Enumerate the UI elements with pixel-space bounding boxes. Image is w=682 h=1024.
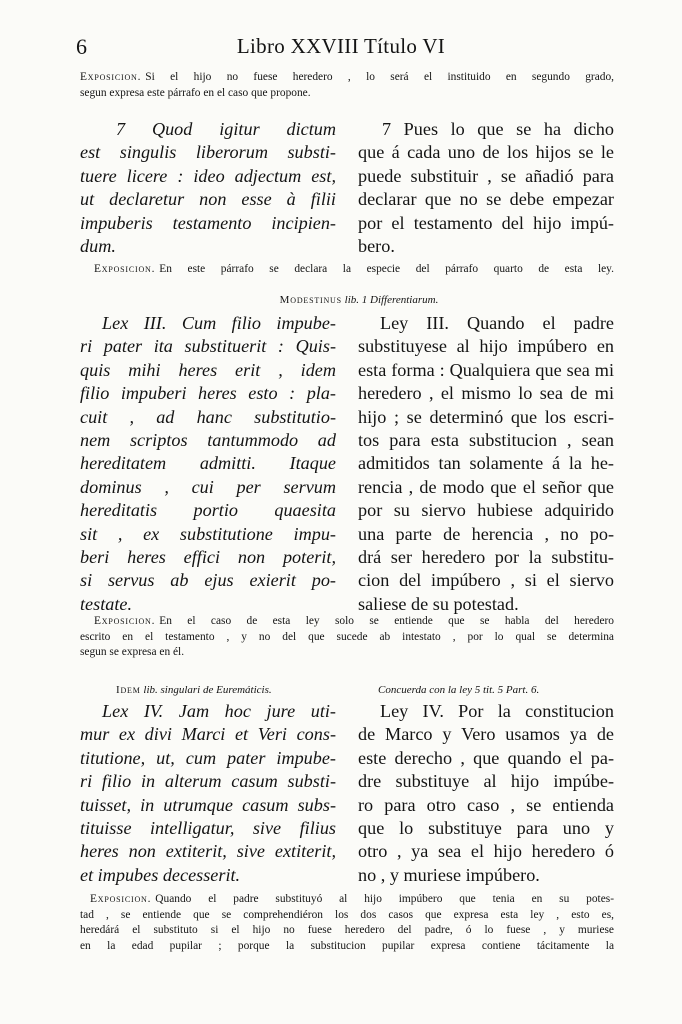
latin-lex-4: Lex IV. Jam hoc jure uti- mur ex divi Marci et Veri cons- titutione, ut, cum pater impube- ri filio in alterum casum substi- tuisset, in utrumque casum subs- tituisse intelligatur, sive filius heres non extiterit, sive extiterit, et impubes decesserit.	[80, 701, 336, 885]
spanish-ley-3: Ley III. Quando el padre substituyese al hijo impúbero en esta forma : Qualquiera que sea mi heredero , el mismo lo sea de mi hijo ; se determinó que los escri- tos para esta substitucion , sean admitidos tan solamente á la he- rencia , de modo que el señor que por su siervo hubiese adquirido una parte de herencia , no po- drá ser heredero por la substitu- cion del impúbero , si el siervo saliese de su potestad.	[358, 313, 614, 614]
running-head: Libro XXVIII Título VI	[236, 34, 446, 58]
concordance-note: Concuerda con la ley 5 tit. 5 Part. 6.	[378, 684, 540, 696]
exposicion-3	[80, 614, 614, 661]
exposicion-4	[80, 892, 614, 954]
page-number: 6	[76, 34, 87, 59]
exposicion-label: Exposicion.	[94, 615, 156, 627]
exposicion-text: en la edad pupilar ; porque la substitucion pupilar expresa contiene tácitamente la	[80, 939, 614, 952]
exposicion-label: Exposicion.	[80, 71, 142, 83]
exposicion-text: segun expresa este párrafo en el caso que propone.	[80, 86, 311, 99]
exposicion-label: Exposicion.	[94, 263, 156, 275]
exposicion-text: tad , se entiende que se comprehendiéron los dos casos que expresa esta ley , esto es,	[80, 908, 614, 921]
exposicion-1	[80, 70, 614, 101]
source-citation-lex-4: Idem lib. singulari de Euremáticis.	[116, 684, 272, 696]
spanish-ley-4: Ley IV. Por la constitucion de Marco y Vero usamos ya de este derecho , que quando el pa- dre substituye al hijo impúbe- ro para otro caso , se entienda que lo substituye para uno y otro , ya sea el hijo heredero ó no , y muriese impúbero.	[358, 701, 614, 885]
exposicion-text: escrito en el testamento , y no del que sucede ab intestato , por lo qual se determina	[80, 630, 614, 643]
exposicion-text: segun se expresa en él.	[80, 646, 185, 658]
spanish-paragraph-7: 7 Pues lo que se ha dicho que á cada uno de los hijos se le puede substituir , se añadió para declarar que no se debe empezar por el testamento del hijo impú- bero.	[358, 119, 614, 257]
exposicion-text: Quando el padre substituyó al hijo impúbero que tenia en su potes-	[155, 893, 614, 905]
page-header	[0, 34, 682, 64]
exposicion-label: Exposicion.	[90, 893, 152, 905]
latin-paragraph-7: 7 Quod igitur dictum est singulis liberorum substi- tuere licere : ideo adjectum est, ut declaretur non esse à filii impuberis testamento incipien- dum.	[80, 119, 336, 257]
source-citation-lex-3: Modestinus lib. 1 Differentiarum.	[279, 294, 439, 306]
exposicion-text: En el caso de esta ley solo se entiende que se habla del heredero	[159, 615, 614, 627]
exposicion-text: heredárá el substituto si el hijo no fuese heredero del padre, ó lo fuese , y muriese	[80, 924, 614, 936]
latin-lex-3: Lex III. Cum filio impube- ri pater ita substituerit : Quis- quis mihi heres erit , idem filio impuberi heres esto : pla- cuit , ad hanc substitutio- nem scriptos tantummodo ad hereditatem admitti. Itaque dominus , cui per servum hereditatis portio quaesita sit , ex substitutione impu- beri heres effici non poterit, si servus ab ejus exierit po- testate.	[80, 313, 336, 614]
exposicion-2	[94, 262, 614, 278]
exposicion-text: En este párrafo se declara la especie del párrafo quarto de esta ley.	[159, 263, 614, 275]
exposicion-text: Si el hijo no fuese heredero , lo será el instituido en segundo grado,	[145, 71, 614, 83]
